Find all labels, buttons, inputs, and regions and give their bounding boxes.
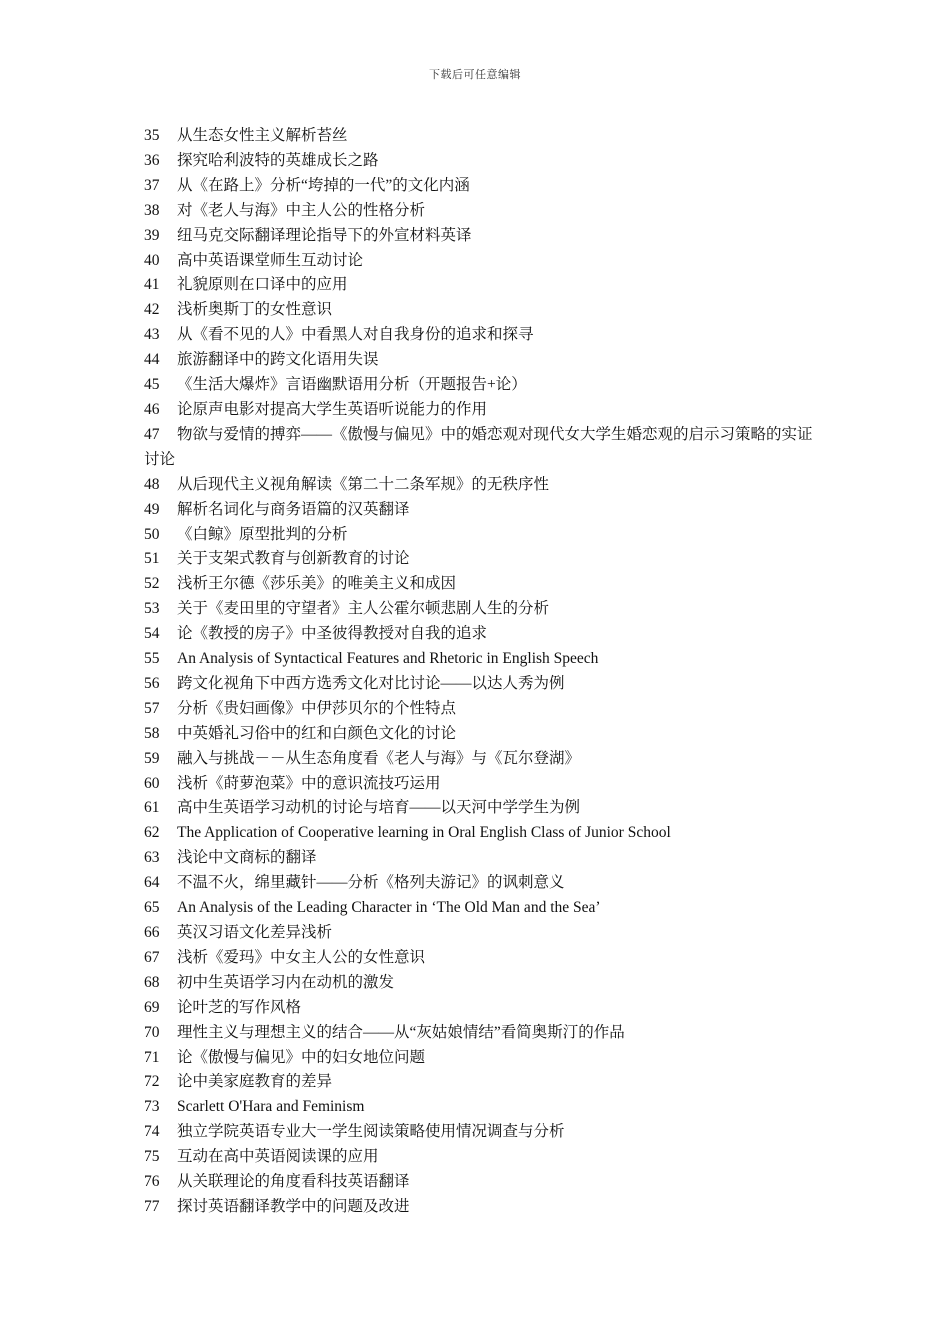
list-item	[144, 796, 814, 821]
list-item	[144, 273, 814, 298]
item-title: 论原声电影对提高大学生英语听说能力的作用	[177, 400, 488, 418]
item-title: 浅析《莳萝泡菜》中的意识流技巧运用	[177, 774, 441, 792]
list-item	[144, 996, 814, 1021]
item-title: 论叶芝的写作风格	[177, 998, 302, 1016]
item-title: 高中英语课堂师生互动讨论	[177, 251, 364, 269]
item-number: 75	[144, 1148, 160, 1166]
item-number: 53	[144, 600, 160, 618]
item-title: 融入与挑战－－从生态角度看《老人与海》与《瓦尔登湖》	[177, 749, 581, 767]
list-item	[144, 199, 814, 224]
item-number: 48	[144, 475, 160, 493]
item-number: 55	[144, 650, 160, 668]
item-title: 从《在路上》分析“垮掉的一代”的文化内涵	[177, 176, 470, 194]
item-number: 68	[144, 973, 160, 991]
item-title: An Analysis of Syntactical Features and Rhetoric in English Speech	[177, 650, 599, 668]
item-number: 60	[144, 774, 160, 792]
list-item	[144, 871, 814, 896]
item-number: 66	[144, 924, 160, 941]
item-number: 77	[144, 1197, 160, 1215]
list-item	[144, 348, 814, 373]
item-number: 49	[144, 500, 160, 518]
item-title: 浅析奥斯丁的女性意识	[177, 301, 333, 319]
item-number: 57	[144, 699, 160, 717]
item-number: 44	[144, 351, 160, 369]
list-item	[144, 124, 814, 149]
item-number: 64	[144, 874, 160, 892]
item-number: 65	[144, 899, 160, 917]
item-number: 63	[144, 849, 160, 867]
item-number: 35	[144, 127, 160, 144]
list-item	[144, 572, 814, 597]
item-number: 74	[144, 1123, 160, 1141]
item-title: 礼貌原则在口译中的应用	[177, 276, 348, 294]
list-item	[144, 1046, 814, 1071]
list-item	[144, 498, 814, 523]
item-title: 跨文化视角下中西方选秀文化对比讨论——以达人秀为例	[177, 674, 565, 692]
item-title: 从生态女性主义解析苔丝	[177, 127, 348, 144]
list-item	[144, 1095, 814, 1120]
list-item	[144, 323, 814, 348]
item-title: 纽马克交际翻译理论指导下的外宣材料英译	[177, 226, 472, 244]
list-item	[144, 1170, 814, 1195]
item-title: 互动在高中英语阅读课的应用	[177, 1148, 379, 1166]
list-item	[144, 1145, 814, 1170]
item-title: 浅论中文商标的翻译	[177, 849, 317, 867]
item-number: 70	[144, 1023, 160, 1041]
item-number: 72	[144, 1073, 160, 1091]
list-item	[144, 672, 814, 697]
item-number: 56	[144, 674, 160, 692]
list-item	[144, 846, 814, 871]
item-title: 理性主义与理想主义的结合——从“灰姑娘情结”看简奥斯汀的作品	[177, 1023, 625, 1041]
item-title: 关于支架式教育与创新教育的讨论	[177, 550, 410, 568]
item-title: 论《教授的房子》中圣彼得教授对自我的追求	[177, 625, 488, 643]
item-title: 《白鲸》原型批判的分析	[177, 525, 348, 543]
item-number: 42	[144, 301, 160, 319]
item-title: 分析《贵妇画像》中伊莎贝尔的个性特点	[177, 699, 457, 717]
item-title: 不温不火，绵里藏针——分析《格列夫游记》的讽刺意义	[177, 874, 565, 892]
list-item	[144, 647, 814, 672]
item-number: 50	[144, 525, 160, 543]
list-item	[144, 1070, 814, 1095]
list-item	[144, 1120, 814, 1145]
page-header-note: 下载后可任意编辑	[429, 69, 521, 81]
item-title: 探讨英语翻译教学中的问题及改进	[177, 1197, 410, 1215]
item-title: 从后现代主义视角解读《第二十二条军规》的无秩序性	[177, 475, 550, 493]
item-title: 独立学院英语专业大一学生阅读策略使用情况调查与分析	[177, 1123, 565, 1141]
item-number: 61	[144, 799, 160, 817]
item-number: 46	[144, 400, 160, 418]
list-item	[144, 896, 814, 921]
item-title: 探究哈利波特的英雄成长之路	[177, 151, 379, 169]
item-title: 浅析《爱玛》中女主人公的女性意识	[177, 948, 426, 966]
list-item	[144, 149, 814, 174]
item-title: An Analysis of the Leading Character in ‘The Old Man and the Sea’	[177, 899, 601, 917]
list-item	[144, 697, 814, 722]
item-number: 71	[144, 1048, 160, 1066]
item-title: 从关联理论的角度看科技英语翻译	[177, 1173, 410, 1191]
item-number: 37	[144, 176, 160, 194]
list-item	[144, 373, 814, 398]
list-item	[144, 772, 814, 797]
list-item	[144, 249, 814, 274]
list-item	[144, 473, 814, 498]
item-number: 52	[144, 575, 160, 593]
list-item	[144, 547, 814, 572]
item-title: 对《老人与海》中主人公的性格分析	[177, 201, 426, 219]
topic-list	[144, 124, 814, 1220]
item-title: 从《看不见的人》中看黑人对自我身份的追求和探寻	[177, 326, 534, 344]
item-title: 论《傲慢与偏见》中的妇女地位问题	[177, 1048, 426, 1066]
item-title: 英汉习语文化差异浅析	[177, 924, 333, 941]
list-item	[144, 1195, 814, 1220]
item-title: 物欲与爱情的搏弈——《傲慢与偏见》中的婚恋观对现代女大学生婚恋观的启示习策略的实证讨论	[144, 425, 813, 468]
item-number: 69	[144, 998, 160, 1016]
list-item	[144, 597, 814, 622]
item-title: 初中生英语学习内在动机的激发	[177, 973, 395, 991]
item-title: 解析名词化与商务语篇的汉英翻译	[177, 500, 410, 518]
item-number: 41	[144, 276, 160, 294]
list-item	[144, 224, 814, 249]
item-title: The Application of Cooperative learning in Oral English Class of Junior School	[177, 824, 671, 842]
item-title: 旅游翻译中的跨文化语用失误	[177, 351, 379, 369]
item-number: 73	[144, 1098, 160, 1116]
item-title: 中英婚礼习俗中的红和白颜色文化的讨论	[177, 724, 457, 742]
list-item	[144, 921, 814, 946]
item-number: 45	[144, 376, 160, 394]
item-title: 高中生英语学习动机的讨论与培育——以天河中学学生为例	[177, 799, 581, 817]
item-title: 论中美家庭教育的差异	[177, 1073, 333, 1091]
item-number: 47	[144, 425, 160, 443]
item-title: Scarlett O'Hara and Feminism	[177, 1098, 365, 1116]
item-number: 62	[144, 824, 160, 842]
list-item	[144, 298, 814, 323]
item-number: 36	[144, 151, 160, 169]
item-number: 76	[144, 1173, 160, 1191]
item-number: 39	[144, 226, 160, 244]
item-number: 67	[144, 948, 160, 966]
list-item	[144, 423, 814, 473]
list-item	[144, 722, 814, 747]
list-item	[144, 747, 814, 772]
list-item	[144, 1021, 814, 1046]
list-item	[144, 398, 814, 423]
item-number: 38	[144, 201, 160, 219]
item-title: 浅析王尔德《莎乐美》的唯美主义和成因	[177, 575, 457, 593]
list-item	[144, 523, 814, 548]
item-number: 40	[144, 251, 160, 269]
item-number: 59	[144, 749, 160, 767]
item-number: 54	[144, 625, 160, 643]
list-item	[144, 174, 814, 199]
item-number: 58	[144, 724, 160, 742]
list-item	[144, 971, 814, 996]
list-item	[144, 821, 814, 846]
list-item	[144, 946, 814, 971]
item-title: 关于《麦田里的守望者》主人公霍尔顿悲剧人生的分析	[177, 600, 550, 618]
list-item	[144, 622, 814, 647]
item-number: 43	[144, 326, 160, 344]
item-title: 《生活大爆炸》言语幽默语用分析（开题报告+论）	[177, 376, 527, 394]
item-number: 51	[144, 550, 160, 568]
